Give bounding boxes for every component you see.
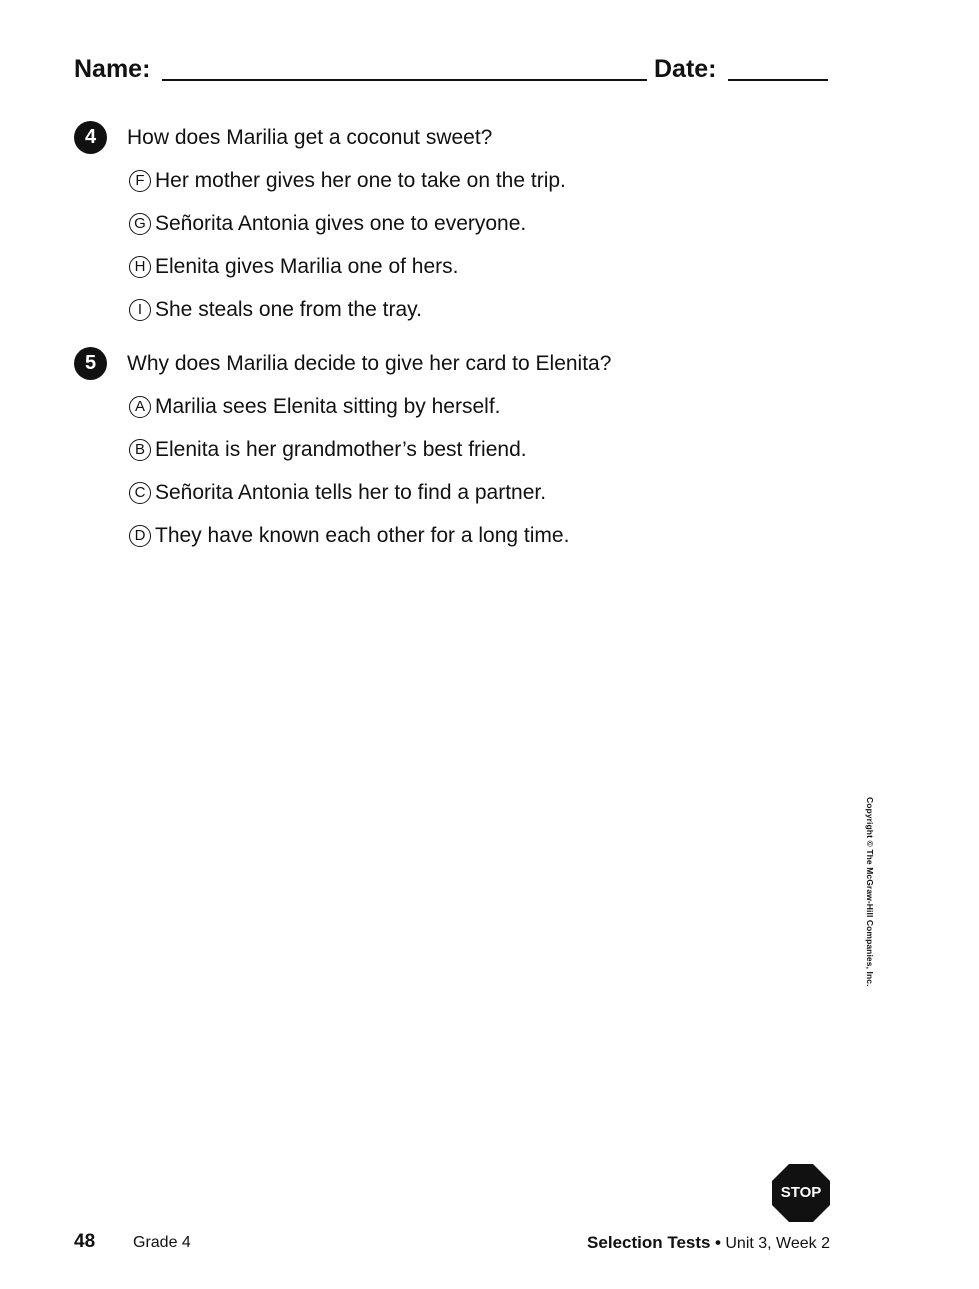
answer-option-c[interactable] [129, 479, 546, 507]
answer-text: Elenita gives Marilia one of hers. [155, 255, 459, 278]
answer-option-a[interactable] [129, 393, 501, 421]
stop-label: STOP [780, 1184, 822, 1201]
copyright-notice: Copyright © The McGraw-Hill Companies, Inc. [865, 797, 875, 987]
answer-text: She steals one from the tray. [155, 298, 422, 321]
name-label: Name: [74, 55, 151, 83]
answer-text: Elenita is her grandmother’s best friend. [155, 438, 527, 461]
date-field[interactable] [728, 79, 828, 81]
answer-text: Señorita Antonia tells her to find a partner. [155, 481, 547, 504]
date-label: Date: [654, 55, 717, 83]
answer-bubble[interactable]: A [129, 396, 151, 418]
answer-option-i[interactable] [129, 296, 422, 324]
footer-section [578, 1233, 830, 1253]
answer-bubble[interactable]: F [129, 170, 151, 192]
question-text: Why does Marilia decide to give her card to Elenita? [127, 352, 612, 375]
grade-label: Grade 4 [133, 1234, 191, 1251]
page-number: 48 [74, 1231, 96, 1252]
stop-sign-icon [772, 1164, 830, 1222]
answer-option-h[interactable] [129, 253, 459, 281]
answer-bubble[interactable]: H [129, 256, 151, 278]
answer-text: Her mother gives her one to take on the trip. [155, 169, 566, 192]
question-text: How does Marilia get a coconut sweet? [127, 126, 493, 149]
bullet-separator: • [714, 1233, 721, 1252]
answer-bubble[interactable]: D [129, 525, 151, 547]
answer-bubble[interactable]: B [129, 439, 151, 461]
name-field[interactable] [162, 79, 647, 81]
answer-option-f[interactable] [129, 167, 566, 195]
question-number: 5 [74, 347, 107, 380]
unit-week: Unit 3, Week 2 [725, 1235, 830, 1252]
answer-bubble[interactable]: G [129, 213, 151, 235]
answer-text: Marilia sees Elenita sitting by herself. [155, 395, 501, 418]
header [74, 52, 830, 88]
section-title: Selection Tests [587, 1233, 711, 1252]
answer-bubble[interactable]: I [129, 299, 151, 321]
answer-option-d[interactable] [129, 522, 569, 550]
answer-text: They have known each other for a long time. [155, 524, 570, 547]
question-number: 4 [74, 121, 107, 154]
answer-bubble[interactable]: C [129, 482, 151, 504]
answer-text: Señorita Antonia gives one to everyone. [155, 212, 527, 235]
answer-option-g[interactable] [129, 210, 526, 238]
answer-option-b[interactable] [129, 436, 527, 464]
